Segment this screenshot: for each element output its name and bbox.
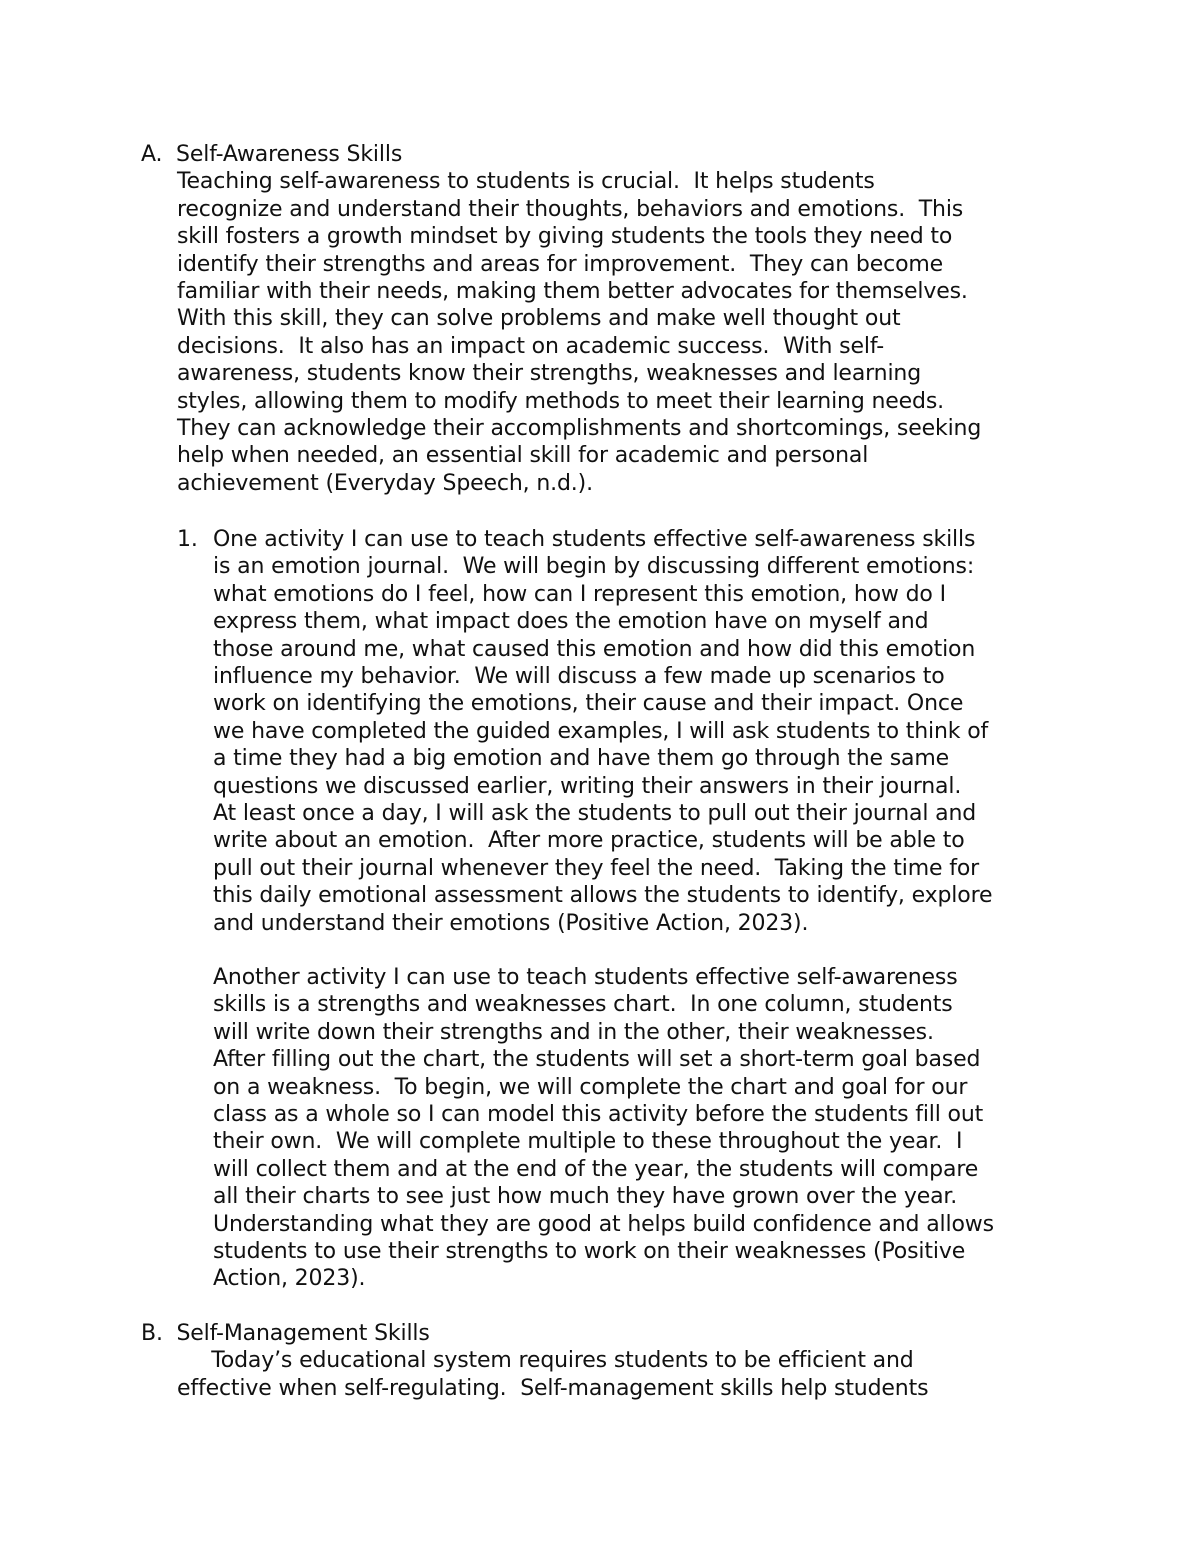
paragraph-line: pull out their journal whenever they feel the need. Taking the time for (213, 855, 980, 881)
paragraph-line: students to use their strengths to work on their weaknesses (Positive (213, 1239, 966, 1265)
paragraph-line: With this skill, they can solve problems and make well thought out (177, 306, 901, 332)
list-item-1-paragraph-1 (213, 526, 992, 937)
paragraph-line: a time they had a big emotion and have them go through the same (213, 746, 950, 772)
paragraph-line: work on identifying the emotions, their cause and their impact. Once (213, 691, 964, 717)
section-b-paragraph (177, 1347, 928, 1402)
section-a-marker: A. (141, 142, 163, 167)
section-a-title: Self-Awareness Skills (176, 142, 403, 167)
paragraph-line: Another activity I can use to teach students effective self-awareness (213, 965, 958, 990)
paragraph-line: Action, 2023). (213, 1266, 366, 1292)
paragraph-line: They can acknowledge their accomplishments and shortcomings, seeking (177, 416, 982, 442)
paragraph-line: on a weakness. To begin, we will complete the chart and goal for our (213, 1074, 968, 1100)
paragraph-line: familiar with their needs, making them better advocates for themselves. (177, 279, 968, 305)
paragraph-line: skills is a strengths and weaknesses chart. In one column, students (213, 992, 953, 1018)
paragraph-line: what emotions do I feel, how can I represent this emotion, how do I (213, 581, 946, 607)
section-a-paragraph (177, 168, 981, 497)
paragraph-line: will write down their strengths and in the other, their weaknesses. (213, 1019, 934, 1045)
paragraph-line: skill fosters a growth mindset by giving students the tools they need to (177, 224, 953, 250)
list-item-1-paragraph-2 (213, 964, 994, 1293)
section-a-heading (141, 141, 402, 168)
paragraph-line: their own. We will complete multiple to these throughout the year. I (213, 1129, 963, 1155)
paragraph-line: write about an emotion. After more practice, students will be able to (213, 828, 965, 854)
paragraph-line: help when needed, an essential skill for academic and personal (177, 443, 869, 469)
paragraph-line: will collect them and at the end of the year, the students will compare (213, 1156, 979, 1182)
paragraph-line: One activity I can use to teach students effective self-awareness skills (213, 527, 976, 552)
paragraph-line: and understand their emotions (Positive Action, 2023). (213, 910, 809, 936)
paragraph-line: effective when self-regulating. Self-management skills help students (177, 1375, 929, 1401)
paragraph-line: recognize and understand their thoughts, behaviors and emotions. This (177, 196, 964, 222)
section-b-heading (141, 1320, 430, 1347)
paragraph-line: influence my behavior. We will discuss a few made up scenarios to (213, 664, 945, 690)
paragraph-line: Today’s educational system requires students to be efficient and (177, 1348, 914, 1374)
paragraph-line: achievement (Everyday Speech, n.d.). (177, 470, 593, 496)
paragraph-line: Teaching self-awareness to students is crucial. It helps students (177, 169, 875, 195)
paragraph-line: At least once a day, I will ask the students to pull out their journal and (213, 801, 977, 827)
paragraph-line: all their charts to see just how much they have grown over the year. (213, 1184, 958, 1210)
paragraph-line: identify their strengths and areas for improvement. They can become (177, 251, 944, 277)
paragraph-line: class as a whole so I can model this activity before the students fill out (213, 1102, 984, 1128)
list-item-1-marker: 1. (177, 527, 198, 552)
paragraph-line: we have completed the guided examples, I will ask students to think of (213, 718, 989, 744)
paragraph-line: awareness, students know their strengths, weaknesses and learning (177, 361, 922, 387)
section-b-title: Self-Management Skills (176, 1321, 430, 1346)
paragraph-line: those around me, what caused this emotion and how did this emotion (213, 636, 976, 662)
paragraph-line: styles, allowing them to modify methods to meet their learning needs. (177, 388, 945, 414)
section-b-marker: B. (141, 1321, 163, 1346)
paragraph-line: this daily emotional assessment allows the students to identify, explore (213, 883, 993, 909)
paragraph-line: decisions. It also has an impact on academic success. With self- (177, 333, 885, 359)
paragraph-line: is an emotion journal. We will begin by discussing different emotions: (213, 554, 975, 580)
paragraph-line: questions we discussed earlier, writing their answers in their journal. (213, 773, 962, 799)
paragraph-line: Understanding what they are good at helps build confidence and allows (213, 1211, 994, 1237)
paragraph-line: express them, what impact does the emotion have on myself and (213, 609, 929, 635)
paragraph-line: After filling out the chart, the students will set a short-term goal based (213, 1047, 981, 1073)
